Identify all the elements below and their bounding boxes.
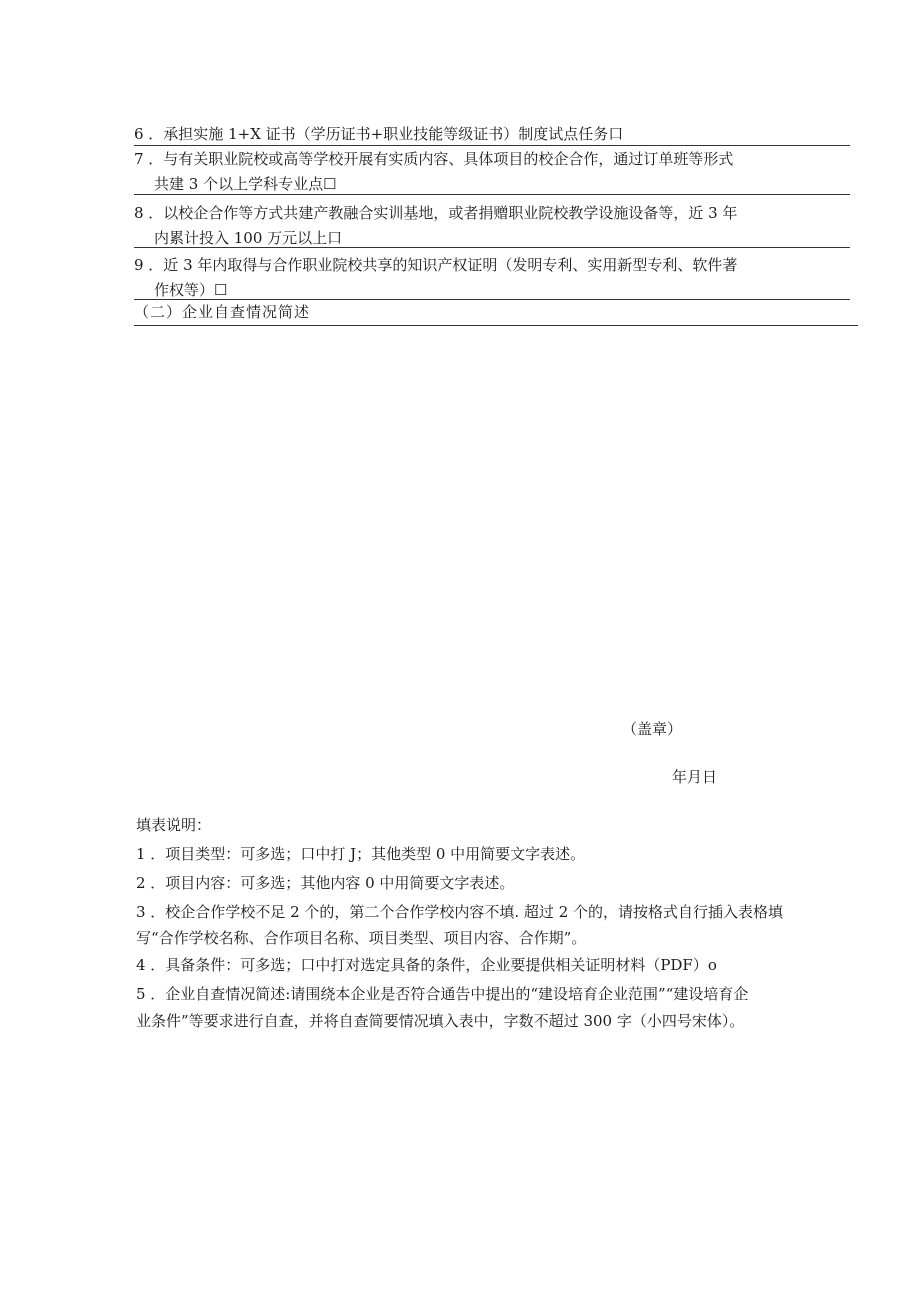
section-divider xyxy=(134,325,858,326)
seal-label: （盖章） xyxy=(622,720,683,738)
instruction-4: 4 ．具备条件：可多选；口中打对选定具备的条件，企业要提供相关证明材料（PDF）o xyxy=(136,956,717,974)
instruction-3-line2: 写“合作学校名称、合作项目名称、项目类型、项目内容、合作期”。 xyxy=(136,929,587,947)
condition-item-8-line1: 8 ．以校企合作等方式共建产教融合实训基地，或者捐赠职业院校教学设施设备等，近 3 年 xyxy=(134,204,738,222)
condition-item-7-line1: 7 ．与有关职业院校或高等学校开展有实质内容、具体项目的校企合作，通过订单班等形式 xyxy=(134,150,734,168)
instruction-5-line2: 业条件”等要求进行自查，并将自查简要情况填入表中，字数不超过 300 字（小四号宋体）。 xyxy=(136,1012,745,1030)
instruction-1: 1 ．项目类型：可多选；口中打 J；其他类型 0 中用简要文字表述。 xyxy=(136,845,586,863)
instruction-3-line1: 3 ．校企合作学校不足 2 个的，第二个合作学校内容不填. 超过 2 个的，请按格式自行插入表格填 xyxy=(136,903,784,921)
condition-item-7-line2: 共建 3 个以上学科专业点☐ xyxy=(154,175,337,193)
instructions-title: 填表说明： xyxy=(136,816,212,834)
self-check-heading: （二）企业自查情况简述 xyxy=(134,303,311,321)
instruction-2: 2 ．项目内容：可多选；其他内容 0 中用简要文字表述。 xyxy=(136,874,515,892)
row-divider xyxy=(134,299,850,300)
date-label: 年月日 xyxy=(672,768,718,786)
row-divider xyxy=(134,145,850,146)
instruction-5-line1: 5 ．企业自查情况简述:请围绕本企业是否符合通告中提出的“建设培育企业范围”“建设培育企 xyxy=(136,985,749,1003)
condition-item-6: 6 ．承担实施 1+X 证书（学历证书+职业技能等级证书）制度试点任务口 xyxy=(134,125,624,143)
row-divider xyxy=(134,247,850,248)
condition-item-9-line2: 作权等）☐ xyxy=(154,281,228,299)
condition-item-8-line2: 内累计投入 100 万元以上口 xyxy=(154,229,343,247)
condition-item-9-line1: 9 ．近 3 年内取得与合作职业院校共享的知识产权证明（发明专利、实用新型专利、软件著 xyxy=(134,256,738,274)
row-divider xyxy=(134,194,850,195)
